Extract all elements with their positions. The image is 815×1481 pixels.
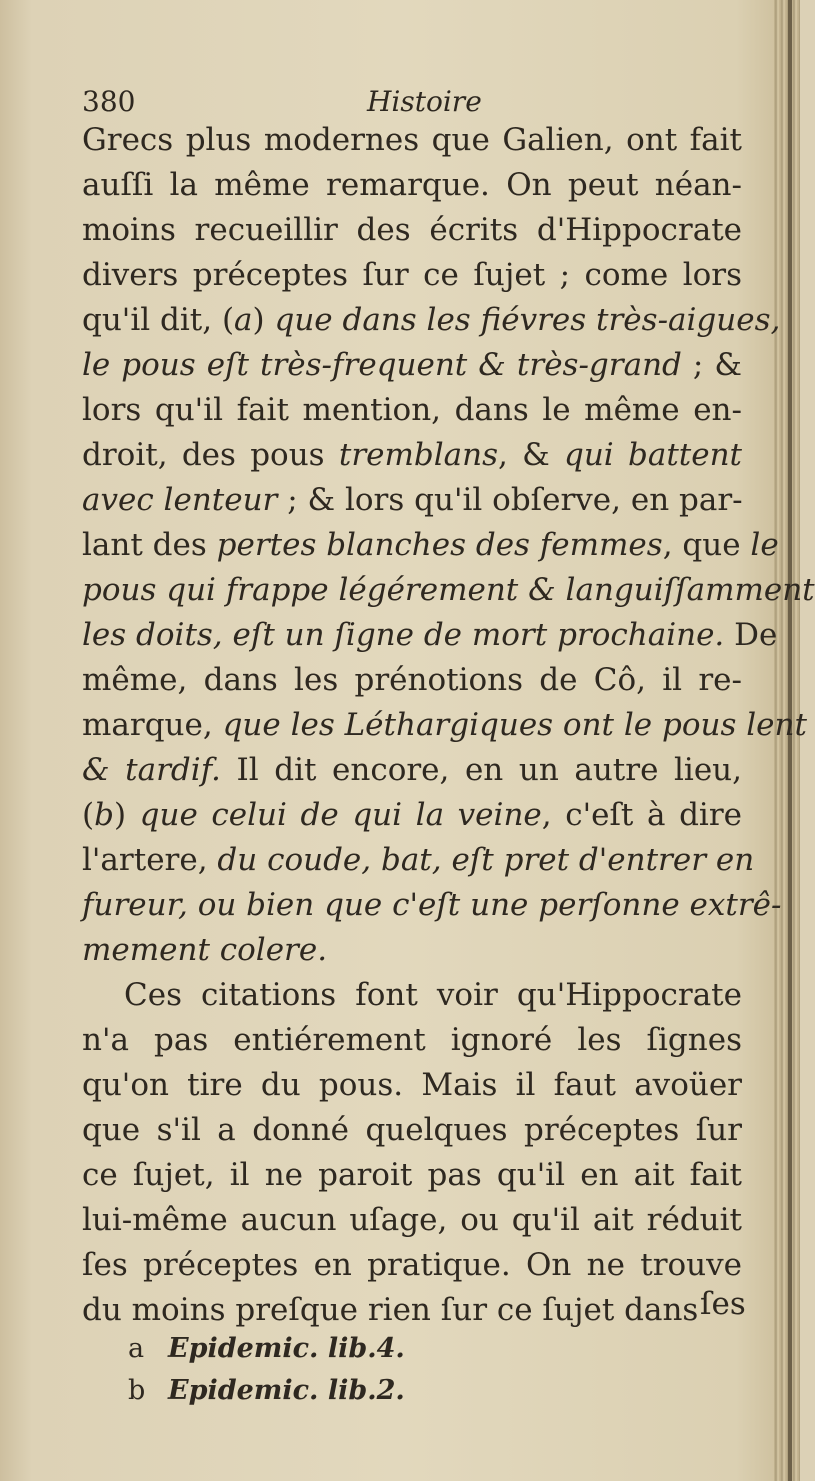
footnote-reference: Epidemic. lib.2. [168,1375,405,1406]
italic-text: que celui de qui la veine [139,797,542,833]
italic-text: avec lenteur [82,482,278,518]
text-line [82,1243,742,1288]
text-run: que s'il a donné quelques préceptes ſur [82,1112,742,1148]
text-line [82,253,742,298]
text-run: du moins preſque rien ſur ce ſujet dans [82,1292,699,1328]
text-line [82,838,755,883]
italic-text: du coude, bat, eſt pret d'entrer en [217,842,755,878]
text-run: marque, [82,707,223,743]
italic-text: que les Léthargiques ont le pous lent [222,707,807,743]
body-text [82,118,815,1333]
text-run: lant des [82,527,217,563]
text-line [82,703,807,748]
text-run: moins recueillir des écrits d'Hippocrate [82,212,742,248]
page-number: 380 [82,85,136,118]
text-line [82,118,742,163]
footnote-mark: b [128,1375,146,1406]
text-run: lui-même aucun uſage, ou qu'il ait réduit [82,1202,742,1238]
footnotes [128,1328,528,1412]
text-run: ; & lors qu'il obſerve, en par- [277,482,743,518]
italic-text: les doits, eſt un ſigne de mort prochaine. [82,617,725,653]
text-line [82,613,778,658]
text-run: ( [82,797,95,833]
text-line [82,343,742,388]
text-run: ) [252,302,275,338]
text-line [82,1108,742,1153]
italic-text: qui battent [564,437,743,473]
text-line [82,388,742,433]
text-run: qu'on tire du pous. Mais il faut avoüer [82,1067,742,1103]
italic-text: b [94,797,114,833]
italic-text: fureur, ou bien que c'eſt une perſonne extrê- [82,887,782,923]
text-line [82,658,742,703]
text-line [82,793,742,838]
text-run: De [724,617,778,653]
text-run: ſes préceptes en pratique. On ne trouve [82,1247,742,1283]
text-run: même, dans les prénotions de Cô, il re- [82,662,742,698]
italic-text: & tardif. [82,752,221,788]
italic-text: a [234,302,253,338]
text-run: auſſi la même remarque. On peut néan- [82,167,742,203]
text-run: , c'eſt à dire [541,797,743,833]
text-line [82,973,742,1018]
text-line [82,1063,742,1108]
text-line [82,298,781,343]
text-run: divers préceptes ſur ce ſujet ; come lors [82,257,742,293]
text-run: qu'il dit, ( [82,302,235,338]
text-run: ) [113,797,140,833]
text-line [82,1288,742,1333]
text-line [82,433,742,478]
italic-text: pous qui frappe légérement & languiſſamment [82,572,815,608]
text-line [82,568,815,613]
italic-text: le pous eſt très-frequent & très-grand [82,347,682,383]
text-run: Il dit encore, en un autre lieu, [220,752,742,788]
footnote-mark: a [128,1333,145,1364]
footnote [128,1370,528,1412]
text-line [82,208,742,253]
italic-text: mement colere. [82,932,328,968]
page-header [82,82,742,122]
text-line [82,478,742,523]
text-run: n'a pas entiérement ignoré les ſignes [82,1022,742,1058]
text-run: l'artere, [82,842,218,878]
text-line [82,1018,742,1063]
text-line [82,163,742,208]
text-run: droit, des pous [82,437,339,473]
text-line [82,928,742,973]
footnote-reference: Epidemic. lib.4. [168,1333,405,1364]
italic-text: que dans les fiévres très-aigues, [274,302,781,338]
text-line [82,1153,742,1198]
text-line [82,883,782,928]
footnote [128,1328,528,1370]
text-run: lors qu'il fait mention, dans le même en- [82,392,742,428]
text-run: , & [498,437,564,473]
catchword: ſes [700,1286,746,1322]
text-run: ; & [681,347,743,383]
running-head: Histoire [367,85,482,118]
text-run: Ces citations font voir qu'Hippocrate [124,977,742,1013]
italic-text: pertes blanches des femmes [216,527,663,563]
text-line [82,523,779,568]
text-line [82,748,742,793]
text-run: , que [662,527,751,563]
italic-text: tremblans [338,437,498,473]
italic-text: le [750,527,779,563]
text-line [82,1198,742,1243]
text-run: ce ſujet, il ne paroit pas qu'il en ait fait [82,1157,742,1193]
text-run: Grecs plus modernes que Galien, ont fait [82,122,742,158]
